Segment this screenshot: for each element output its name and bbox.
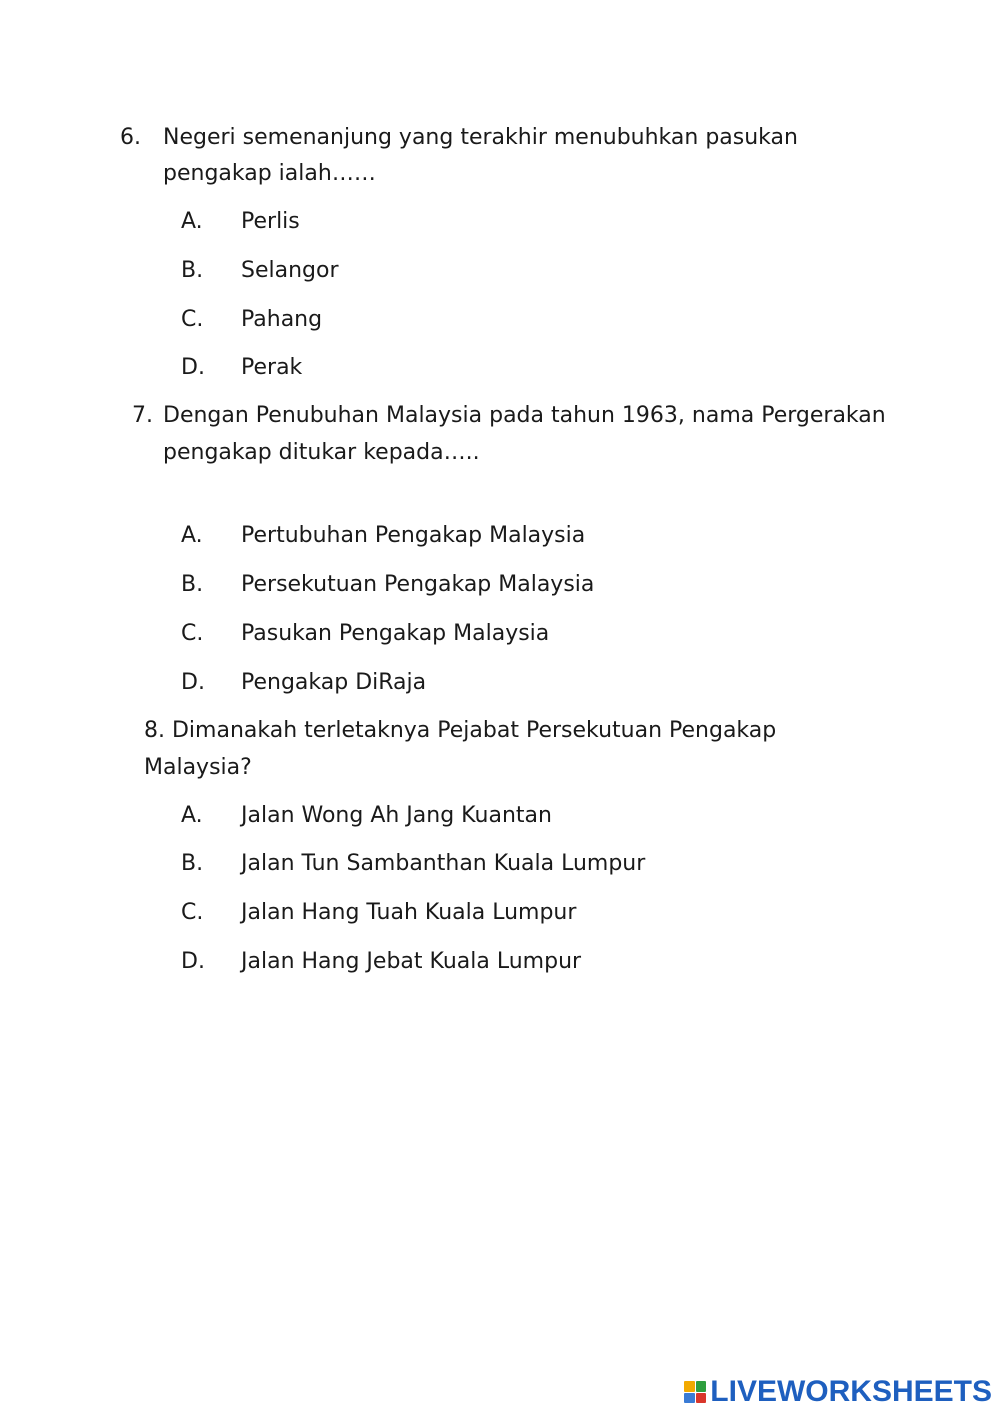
question-text-line: Malaysia? bbox=[144, 755, 252, 780]
option-letter: A. bbox=[181, 803, 203, 828]
option-text: Persekutuan Pengakap Malaysia bbox=[241, 572, 595, 597]
option-letter: C. bbox=[181, 621, 204, 646]
option-text: Perak bbox=[241, 355, 303, 380]
question-text-line: pengakap ialah…… bbox=[163, 161, 376, 186]
liveworksheets-brand[interactable] bbox=[684, 1377, 992, 1407]
option-letter: A. bbox=[181, 209, 203, 234]
option-text: Jalan Hang Tuah Kuala Lumpur bbox=[241, 900, 577, 925]
option-letter: A. bbox=[181, 523, 203, 548]
option-letter: B. bbox=[181, 258, 204, 283]
question-text-line: pengakap ditukar kepada….. bbox=[163, 440, 480, 465]
question-text-line: 8. Dimanakah terletaknya Pejabat Persekutuan Pengakap bbox=[144, 718, 777, 743]
option-text: Selangor bbox=[241, 258, 339, 283]
question-number: 7. bbox=[132, 403, 153, 428]
brand-name: LIVEWORKSHEETS bbox=[710, 1375, 992, 1408]
liveworksheets-logo-icon bbox=[684, 1381, 706, 1403]
option-text: Jalan Hang Jebat Kuala Lumpur bbox=[241, 949, 582, 974]
question-number: 6. bbox=[120, 125, 141, 150]
option-letter: B. bbox=[181, 851, 204, 876]
option-letter: C. bbox=[181, 900, 204, 925]
option-letter: D. bbox=[181, 670, 205, 695]
option-text: Pasukan Pengakap Malaysia bbox=[241, 621, 550, 646]
option-letter: B. bbox=[181, 572, 204, 597]
option-letter: C. bbox=[181, 307, 204, 332]
option-text: Jalan Tun Sambanthan Kuala Lumpur bbox=[241, 851, 646, 876]
option-text: Pengakap DiRaja bbox=[241, 670, 427, 695]
option-text: Pahang bbox=[241, 307, 323, 332]
question-text-line: Negeri semenanjung yang terakhir menubuhkan pasukan bbox=[163, 125, 798, 150]
option-letter: D. bbox=[181, 355, 205, 380]
question-text-line: Dengan Penubuhan Malaysia pada tahun 1963, nama Pergerakan bbox=[163, 403, 886, 428]
option-text: Perlis bbox=[241, 209, 300, 234]
option-text: Jalan Wong Ah Jang Kuantan bbox=[241, 803, 552, 828]
option-text: Pertubuhan Pengakap Malaysia bbox=[241, 523, 586, 548]
option-letter: D. bbox=[181, 949, 205, 974]
